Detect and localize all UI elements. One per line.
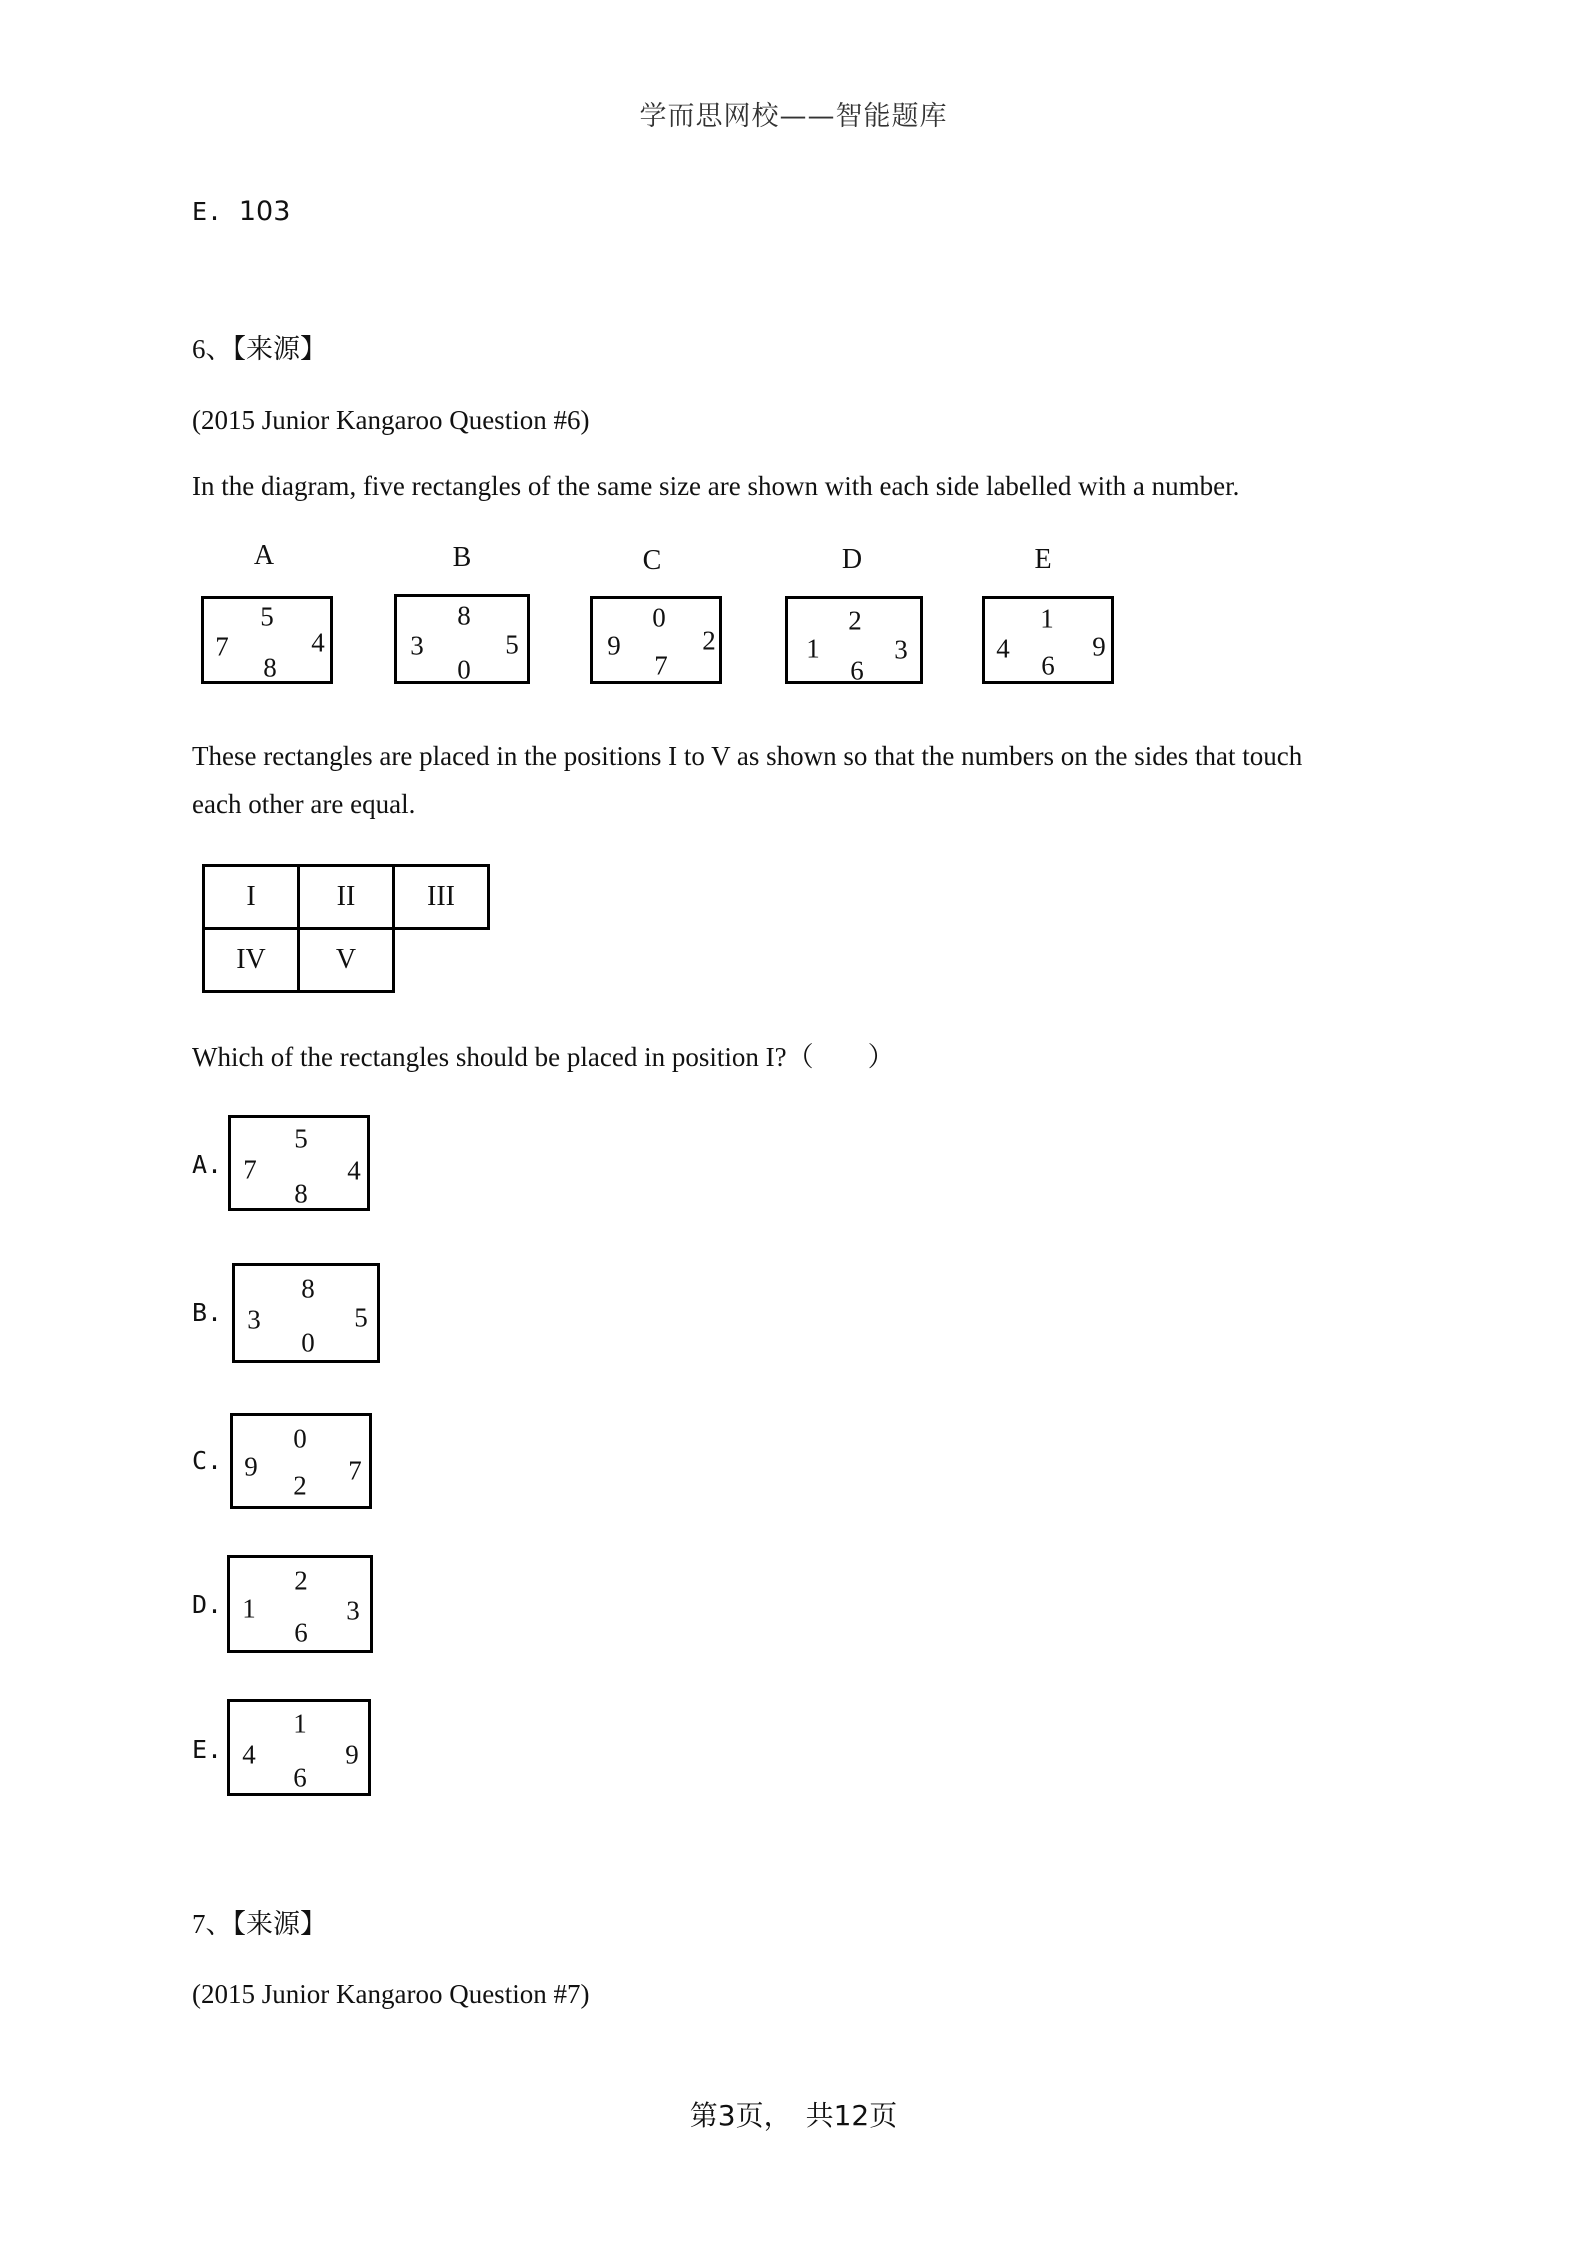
option-d-bottom: 6 <box>294 1617 308 1648</box>
rect-b-bottom: 0 <box>457 654 471 685</box>
rect-a-top: 5 <box>260 601 274 632</box>
rect-e-right: 9 <box>1092 631 1106 662</box>
option-e-top: 1 <box>293 1708 307 1739</box>
page-footer: 第3页， 共12页 <box>689 2099 898 2132</box>
option-c-bottom: 2 <box>293 1470 307 1501</box>
option-a-bottom: 8 <box>294 1178 308 1209</box>
option-e-label[interactable]: E. <box>192 1735 223 1764</box>
option-b-label[interactable]: B. <box>192 1298 223 1327</box>
rectangles-diagram <box>0 540 1587 700</box>
q6-question: Which of the rectangles should be placed in position I?（ ） <box>192 1042 895 1072</box>
q6-placement-line1: These rectangles are placed in the positions I to V as shown so that the numbers on the sides that touch <box>192 741 1303 771</box>
page-header: 学而思网校——智能题库 <box>639 101 948 132</box>
option-e-bottom: 6 <box>293 1762 307 1793</box>
position-v: V <box>299 929 394 992</box>
rect-d-left: 1 <box>806 633 820 664</box>
rect-a-right: 4 <box>311 627 325 658</box>
prev-option-label: E. <box>192 197 223 226</box>
option-c-top: 0 <box>293 1423 307 1454</box>
rect-b-top: 8 <box>457 600 471 631</box>
option-a-label[interactable]: A. <box>192 1150 223 1179</box>
option-d-right: 3 <box>346 1595 360 1626</box>
rect-a-left: 7 <box>215 631 229 662</box>
option-c-left: 9 <box>244 1451 258 1482</box>
option-e-rect[interactable] <box>227 1699 371 1796</box>
rect-d-bottom: 6 <box>850 655 864 686</box>
option-b-left: 3 <box>247 1304 261 1335</box>
rect-e <box>982 596 1114 684</box>
option-e-left: 4 <box>242 1739 256 1770</box>
q6-heading <box>192 332 327 367</box>
answer-options <box>0 1113 700 1813</box>
option-d-top: 2 <box>294 1565 308 1596</box>
position-iv: IV <box>204 929 299 992</box>
rect-a-letter: A <box>253 540 275 571</box>
q6-placement-line2: each other are equal. <box>192 789 416 819</box>
rect-c-bottom: 7 <box>654 650 668 681</box>
rect-d-letter: D <box>841 544 863 575</box>
position-iii: III <box>394 866 489 929</box>
rect-c-right: 2 <box>702 625 716 656</box>
rect-c <box>590 596 722 684</box>
option-c-right: 7 <box>348 1455 362 1486</box>
empty-cell <box>394 929 489 992</box>
option-a-rect[interactable] <box>228 1115 370 1211</box>
option-d-label[interactable]: D. <box>192 1590 223 1619</box>
rect-d <box>785 596 923 684</box>
option-a-left: 7 <box>243 1154 257 1185</box>
position-ii: II <box>299 866 394 929</box>
option-c-rect[interactable] <box>230 1413 372 1509</box>
rect-d-top: 2 <box>848 605 862 636</box>
rect-e-left: 4 <box>996 633 1010 664</box>
q7-source-tag: 【来源】 <box>232 1909 327 1940</box>
rect-c-letter: C <box>642 545 662 576</box>
option-b-bottom: 0 <box>301 1327 315 1358</box>
option-b-rect[interactable] <box>232 1263 380 1363</box>
rect-d-right: 3 <box>894 634 908 665</box>
q6-number: 6、 <box>192 334 233 364</box>
q7-heading <box>192 1907 327 1942</box>
q7-number: 7、 <box>192 1909 233 1939</box>
q6-intro: In the diagram, five rectangles of the same size are shown with each side labelled with a number. <box>192 471 1240 501</box>
rect-c-left: 9 <box>607 630 621 661</box>
prev-option-value: 103 <box>238 196 291 227</box>
rect-e-letter: E <box>1034 544 1052 575</box>
rect-b-letter: B <box>452 542 472 573</box>
option-a-right: 4 <box>347 1155 361 1186</box>
rect-c-top: 0 <box>652 602 666 633</box>
option-e-right: 9 <box>345 1739 359 1770</box>
rect-e-bottom: 6 <box>1041 650 1055 681</box>
rect-a-bottom: 8 <box>263 652 277 683</box>
option-c-label[interactable]: C. <box>192 1446 223 1475</box>
position-i: I <box>204 866 299 929</box>
option-b-top: 8 <box>301 1273 315 1304</box>
rect-b-left: 3 <box>410 630 424 661</box>
prev-option-e <box>192 194 290 229</box>
q7-citation: (2015 Junior Kangaroo Question #7) <box>192 1979 590 2009</box>
positions-grid <box>202 864 490 993</box>
rect-a <box>201 596 333 684</box>
rect-b-right: 5 <box>505 629 519 660</box>
option-d-rect[interactable] <box>227 1555 373 1653</box>
q6-citation: (2015 Junior Kangaroo Question #6) <box>192 405 590 435</box>
q6-source-tag: 【来源】 <box>232 334 327 365</box>
rect-e-top: 1 <box>1040 603 1054 634</box>
rect-b <box>394 594 530 684</box>
option-b-right: 5 <box>354 1302 368 1333</box>
option-d-left: 1 <box>242 1593 256 1624</box>
option-a-top: 5 <box>294 1123 308 1154</box>
